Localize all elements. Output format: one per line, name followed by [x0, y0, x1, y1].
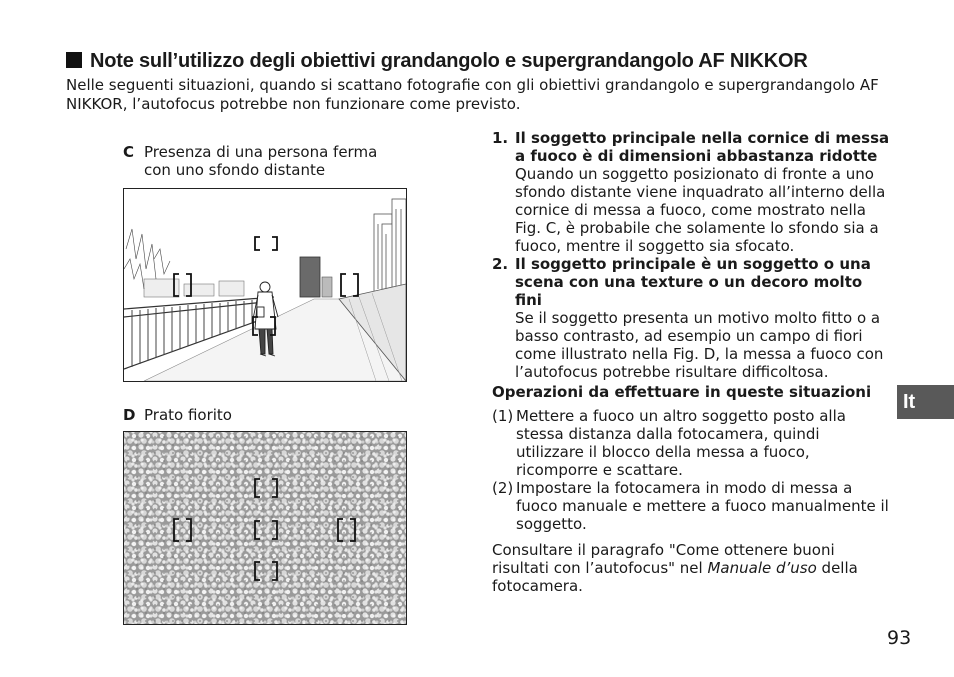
operation-text: Impostare la fotocamera in modo di messa a fuoco manuale e mettere a fuoco manualmente il soggetto. [516, 479, 889, 533]
figure-c-caption [123, 143, 413, 183]
figure-d-illustration [123, 431, 407, 625]
page-number: 93 [887, 627, 912, 649]
closing-paragraph [492, 541, 892, 595]
item-number: 2. [492, 255, 509, 273]
item-title: Il soggetto principale è un soggetto o una scena con una texture o un decoro molto fini [515, 255, 871, 309]
section-heading [66, 50, 906, 73]
situation-item [492, 255, 892, 381]
operation-item [492, 479, 892, 533]
item-body: Se il soggetto presenta un motivo molto fitto o a basso contrasto, ad esempio un campo di fiori come illustrato nella Fig. D, la messa a fuoco con l’autofocus potrebbe risultare difficoltosa. [515, 309, 884, 381]
closing-text-before: Consultare il paragrafo "Come ottenere buoni risultati con l’autofocus" nel [492, 541, 835, 577]
intro-paragraph: Nelle seguenti situazioni, quando si scattano fotografie con gli obiettivi grandangolo e supergrandangolo AF NIKKOR, l’autofocus potrebbe non funzionare come previsto. [66, 76, 879, 113]
operation-item [492, 407, 892, 479]
figure-letter: C [123, 143, 135, 161]
situation-item [492, 129, 892, 255]
heading-text: Note sull’utilizzo degli obiettivi grandangolo e supergrandangolo AF NIKKOR [90, 50, 808, 72]
manual-title: Manuale d’uso [707, 559, 817, 577]
operation-number: (1) [492, 407, 514, 425]
figure-d-caption [123, 406, 413, 426]
operations-heading: Operazioni da effettuare in queste situazioni [492, 383, 872, 401]
square-bullet-icon [66, 52, 82, 68]
operation-number: (2) [492, 479, 514, 497]
operation-text: Mettere a fuoco un altro soggetto posto alla stessa distanza dalla fotocamera, quindi utilizzare il blocco della messa a fuoco, ricomporre e scattare. [516, 407, 846, 479]
figure-letter: D [123, 406, 136, 424]
figure-c-illustration [123, 188, 407, 382]
language-tab: It [897, 385, 954, 419]
figure-caption-text: Presenza di una persona ferma con uno sfondo distante [144, 143, 378, 179]
item-number: 1. [492, 129, 509, 147]
closing-text-after: della fotocamera. [492, 559, 858, 595]
item-title: Il soggetto principale nella cornice di messa a fuoco è di dimensioni abbastanza ridotte [515, 129, 890, 165]
figure-caption-text: Prato fiorito [144, 406, 232, 424]
item-body: Quando un soggetto posizionato di fronte a uno sfondo distante viene inquadrato all’interno della cornice di messa a fuoco, come mostrato nella Fig. C, è probabile che solamente lo sfondo sia a fuoco, mentre il soggetto sia sfocato. [515, 165, 886, 255]
right-column [492, 129, 892, 595]
